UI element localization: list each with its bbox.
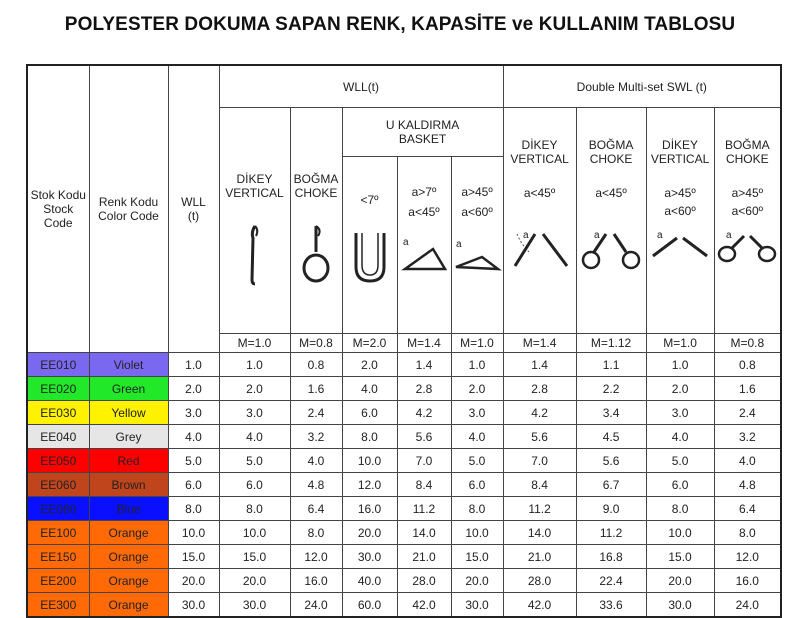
basket-header: U KALDIRMA BASKET bbox=[342, 108, 503, 157]
capacity-cell: 9.0 bbox=[576, 497, 646, 521]
capacity-cell: 1.4 bbox=[397, 353, 451, 377]
capacity-cell: 5.6 bbox=[397, 425, 451, 449]
stock-code-cell: EE040 bbox=[27, 425, 89, 449]
capacity-cell: 3.2 bbox=[290, 425, 342, 449]
capacity-cell: 2.2 bbox=[576, 377, 646, 401]
factor-cell: M=1.0 bbox=[451, 334, 503, 353]
color-name-cell: Grey bbox=[89, 425, 168, 449]
angle-mark: a bbox=[522, 230, 529, 241]
capacity-cell: 4.0 bbox=[342, 377, 397, 401]
table-row bbox=[27, 545, 781, 569]
capacity-cell: 30.0 bbox=[342, 545, 397, 569]
capacity-cell: 7.0 bbox=[503, 449, 576, 473]
capacity-cell: 11.2 bbox=[397, 497, 451, 521]
double-choke-header: BOĞMA CHOKE a<45º a bbox=[576, 108, 646, 334]
capacity-cell: 60.0 bbox=[342, 593, 397, 618]
double-vertical-header: DİKEY VERTICAL a<45º a bbox=[503, 108, 576, 334]
color-name-cell: Orange bbox=[89, 545, 168, 569]
wll-cell: 20.0 bbox=[168, 569, 219, 593]
color-name-cell: Orange bbox=[89, 593, 168, 618]
capacity-cell: 3.4 bbox=[576, 401, 646, 425]
capacity-cell: 4.0 bbox=[646, 425, 714, 449]
capacity-cell: 3.0 bbox=[451, 401, 503, 425]
capacity-cell: 12.0 bbox=[290, 545, 342, 569]
capacity-cell: 6.0 bbox=[219, 473, 290, 497]
double-vertical-wide-icon bbox=[649, 226, 711, 264]
table-row bbox=[27, 449, 781, 473]
angle-mark: a bbox=[403, 237, 409, 248]
angle-label: a<45º bbox=[523, 186, 556, 200]
wll-header: WLL (t) bbox=[168, 65, 219, 353]
double-choke-icon bbox=[580, 226, 642, 270]
capacity-cell: 12.0 bbox=[342, 473, 397, 497]
capacity-cell: 8.0 bbox=[646, 497, 714, 521]
capacity-cell: 30.0 bbox=[451, 593, 503, 618]
capacity-cell: 4.2 bbox=[397, 401, 451, 425]
stock-code-header: Stok Kodu Stock Code bbox=[27, 65, 89, 353]
capacity-cell: 14.0 bbox=[397, 521, 451, 545]
capacity-cell: 8.0 bbox=[451, 497, 503, 521]
stock-code-cell: EE030 bbox=[27, 401, 89, 425]
capacity-cell: 2.4 bbox=[714, 401, 781, 425]
double-choke-wide-header: BOĞMA CHOKE a>45º a<60º a bbox=[714, 108, 781, 334]
double-vertical-icon bbox=[509, 226, 571, 270]
capacity-cell: 24.0 bbox=[290, 593, 342, 618]
choke-sling-icon bbox=[296, 222, 336, 288]
capacity-cell: 30.0 bbox=[646, 593, 714, 618]
page-title: POLYESTER DOKUMA SAPAN RENK, KAPASİTE ve KULLANIM TABLOSU bbox=[64, 14, 736, 35]
table-row bbox=[27, 593, 781, 618]
factor-cell: M=1.4 bbox=[397, 334, 451, 353]
capacity-cell: 2.4 bbox=[290, 401, 342, 425]
capacity-cell: 5.6 bbox=[503, 425, 576, 449]
wll-cell: 10.0 bbox=[168, 521, 219, 545]
choke-header: BOĞMA CHOKE bbox=[290, 108, 342, 334]
stock-code-cell: EE200 bbox=[27, 569, 89, 593]
stock-code-cell: EE100 bbox=[27, 521, 89, 545]
color-name-cell: Brown bbox=[89, 473, 168, 497]
capacity-cell: 4.0 bbox=[714, 449, 781, 473]
capacity-cell: 6.7 bbox=[576, 473, 646, 497]
capacity-cell: 24.0 bbox=[714, 593, 781, 618]
wll-cell: 5.0 bbox=[168, 449, 219, 473]
capacity-cell: 8.4 bbox=[397, 473, 451, 497]
double-choke-wide-icon bbox=[716, 226, 778, 264]
angle-mark: a bbox=[594, 230, 600, 241]
capacity-cell: 14.0 bbox=[503, 521, 576, 545]
wll-cell: 1.0 bbox=[168, 353, 219, 377]
color-name-cell: Orange bbox=[89, 521, 168, 545]
wll-cell: 15.0 bbox=[168, 545, 219, 569]
capacity-cell: 1.6 bbox=[290, 377, 342, 401]
capacity-cell: 2.0 bbox=[219, 377, 290, 401]
basket-flat-triangle-icon bbox=[452, 235, 502, 275]
capacity-cell: 6.4 bbox=[290, 497, 342, 521]
capacity-cell: 20.0 bbox=[219, 569, 290, 593]
wll-cell: 3.0 bbox=[168, 401, 219, 425]
angle-mark: a bbox=[726, 230, 732, 241]
table-row bbox=[27, 569, 781, 593]
capacity-cell: 28.0 bbox=[503, 569, 576, 593]
capacity-cell: 16.0 bbox=[714, 569, 781, 593]
capacity-cell: 4.8 bbox=[714, 473, 781, 497]
capacity-cell: 4.0 bbox=[219, 425, 290, 449]
basket-angle-2-header: a>7º a<45º a bbox=[397, 157, 451, 334]
capacity-cell: 1.0 bbox=[451, 353, 503, 377]
capacity-cell: 22.4 bbox=[576, 569, 646, 593]
capacity-cell: 10.0 bbox=[342, 449, 397, 473]
table-row bbox=[27, 425, 781, 449]
stock-code-cell: EE080 bbox=[27, 497, 89, 521]
stock-code-cell: EE300 bbox=[27, 593, 89, 618]
capacity-cell: 1.6 bbox=[714, 377, 781, 401]
table-body bbox=[27, 353, 781, 618]
capacity-cell: 28.0 bbox=[397, 569, 451, 593]
capacity-cell: 2.8 bbox=[503, 377, 576, 401]
capacity-cell: 3.2 bbox=[714, 425, 781, 449]
table-row bbox=[27, 521, 781, 545]
angle-mark: a bbox=[657, 230, 663, 241]
double-multiset-header: Double Multi-set SWL (t) bbox=[503, 65, 781, 108]
capacity-cell: 3.0 bbox=[646, 401, 714, 425]
angle-label: a<45º bbox=[595, 186, 627, 200]
capacity-cell: 5.0 bbox=[219, 449, 290, 473]
capacity-cell: 4.2 bbox=[503, 401, 576, 425]
factor-cell: M=2.0 bbox=[342, 334, 397, 353]
factor-cell: M=1.0 bbox=[219, 334, 290, 353]
capacity-cell: 20.0 bbox=[646, 569, 714, 593]
color-name-cell: Blue bbox=[89, 497, 168, 521]
capacity-cell: 4.8 bbox=[290, 473, 342, 497]
capacity-cell: 5.6 bbox=[576, 449, 646, 473]
capacity-cell: 4.0 bbox=[451, 425, 503, 449]
capacity-cell: 8.0 bbox=[714, 521, 781, 545]
capacity-cell: 20.0 bbox=[342, 521, 397, 545]
table-row bbox=[27, 377, 781, 401]
capacity-cell: 42.0 bbox=[503, 593, 576, 618]
capacity-cell: 6.0 bbox=[342, 401, 397, 425]
capacity-cell: 8.0 bbox=[290, 521, 342, 545]
table-row bbox=[27, 497, 781, 521]
color-name-cell: Red bbox=[89, 449, 168, 473]
factor-cell: M=1.12 bbox=[576, 334, 646, 353]
capacity-cell: 15.0 bbox=[646, 545, 714, 569]
capacity-cell: 1.1 bbox=[576, 353, 646, 377]
capacity-cell: 30.0 bbox=[219, 593, 290, 618]
capacity-cell: 12.0 bbox=[714, 545, 781, 569]
stock-code-cell: EE050 bbox=[27, 449, 89, 473]
capacity-cell: 8.4 bbox=[503, 473, 576, 497]
basket-u-sling-icon bbox=[348, 229, 392, 285]
capacity-cell: 16.0 bbox=[290, 569, 342, 593]
capacity-cell: 8.0 bbox=[342, 425, 397, 449]
stock-code-cell: EE150 bbox=[27, 545, 89, 569]
table-row bbox=[27, 353, 781, 377]
capacity-cell: 21.0 bbox=[397, 545, 451, 569]
wll-cell: 4.0 bbox=[168, 425, 219, 449]
color-name-cell: Green bbox=[89, 377, 168, 401]
basket-triangle-icon bbox=[399, 235, 449, 275]
capacity-cell: 10.0 bbox=[646, 521, 714, 545]
color-name-cell: Violet bbox=[89, 353, 168, 377]
factor-cell: M=0.8 bbox=[714, 334, 781, 353]
capacity-cell: 1.4 bbox=[503, 353, 576, 377]
capacity-cell: 2.0 bbox=[342, 353, 397, 377]
capacity-cell: 8.0 bbox=[219, 497, 290, 521]
capacity-cell: 0.8 bbox=[714, 353, 781, 377]
capacity-cell: 5.0 bbox=[451, 449, 503, 473]
color-name-cell: Orange bbox=[89, 569, 168, 593]
vertical-sling-icon bbox=[240, 222, 270, 288]
basket-angle-1-header: <7º bbox=[342, 157, 397, 334]
capacity-cell: 2.8 bbox=[397, 377, 451, 401]
stock-code-cell: EE060 bbox=[27, 473, 89, 497]
capacity-cell: 2.0 bbox=[451, 377, 503, 401]
wll-group-header: WLL(t) bbox=[219, 65, 503, 108]
table-row bbox=[27, 473, 781, 497]
angle-mark: a bbox=[456, 239, 462, 250]
capacity-cell: 10.0 bbox=[219, 521, 290, 545]
capacity-cell: 11.2 bbox=[503, 497, 576, 521]
capacity-cell: 5.0 bbox=[646, 449, 714, 473]
table-row bbox=[27, 401, 781, 425]
capacity-cell: 21.0 bbox=[503, 545, 576, 569]
capacity-table bbox=[26, 64, 782, 618]
capacity-cell: 7.0 bbox=[397, 449, 451, 473]
wll-cell: 2.0 bbox=[168, 377, 219, 401]
capacity-cell: 4.0 bbox=[290, 449, 342, 473]
capacity-cell: 33.6 bbox=[576, 593, 646, 618]
capacity-cell: 1.0 bbox=[646, 353, 714, 377]
capacity-cell: 15.0 bbox=[451, 545, 503, 569]
color-code-header: Renk Kodu Color Code bbox=[89, 65, 168, 353]
wll-cell: 30.0 bbox=[168, 593, 219, 618]
capacity-cell: 6.0 bbox=[646, 473, 714, 497]
capacity-cell: 2.0 bbox=[646, 377, 714, 401]
factor-cell: M=1.0 bbox=[646, 334, 714, 353]
capacity-cell: 11.2 bbox=[576, 521, 646, 545]
capacity-cell: 20.0 bbox=[451, 569, 503, 593]
capacity-cell: 3.0 bbox=[219, 401, 290, 425]
stock-code-cell: EE020 bbox=[27, 377, 89, 401]
double-vertical-wide-header: DİKEY VERTICAL a>45º a<60º a bbox=[646, 108, 714, 334]
capacity-cell: 16.0 bbox=[342, 497, 397, 521]
wll-cell: 8.0 bbox=[168, 497, 219, 521]
wll-cell: 6.0 bbox=[168, 473, 219, 497]
color-name-cell: Yellow bbox=[89, 401, 168, 425]
capacity-cell: 0.8 bbox=[290, 353, 342, 377]
capacity-cell: 40.0 bbox=[342, 569, 397, 593]
capacity-cell: 10.0 bbox=[451, 521, 503, 545]
capacity-cell: 42.0 bbox=[397, 593, 451, 618]
stock-code-cell: EE010 bbox=[27, 353, 89, 377]
capacity-cell: 6.0 bbox=[451, 473, 503, 497]
factor-cell: M=0.8 bbox=[290, 334, 342, 353]
capacity-cell: 4.5 bbox=[576, 425, 646, 449]
factor-cell: M=1.4 bbox=[503, 334, 576, 353]
vertical-header: DİKEY VERTICAL bbox=[219, 108, 290, 334]
capacity-cell: 6.4 bbox=[714, 497, 781, 521]
capacity-cell: 1.0 bbox=[219, 353, 290, 377]
capacity-cell: 16.8 bbox=[576, 545, 646, 569]
capacity-cell: 15.0 bbox=[219, 545, 290, 569]
basket-angle-3-header: a>45º a<60º a bbox=[451, 157, 503, 334]
